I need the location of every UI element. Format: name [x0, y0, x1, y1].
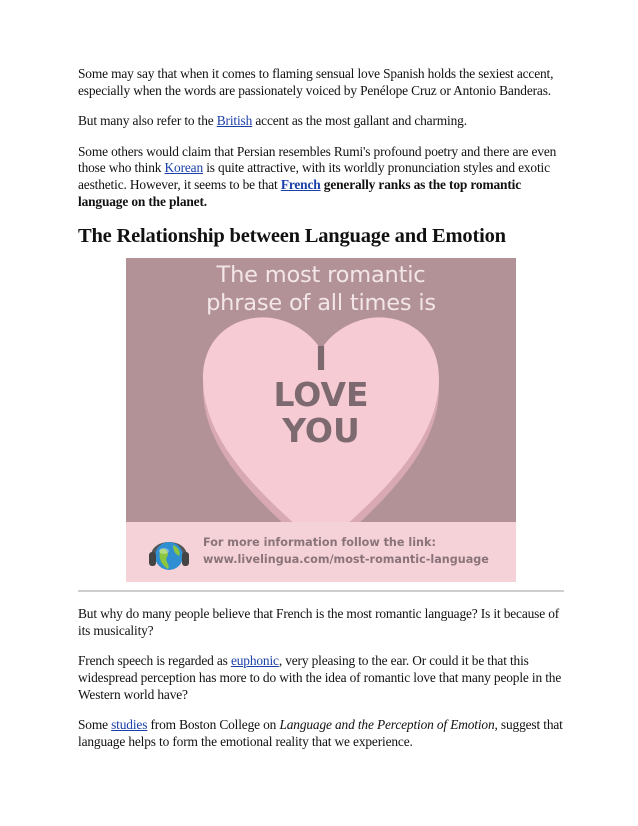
document-page: [78, 66, 564, 764]
paragraph-persian-korean-french: [78, 144, 564, 210]
text: Some: [78, 717, 112, 733]
link-french[interactable]: French: [280, 176, 321, 192]
text: French speech is regarded as: [78, 653, 231, 669]
romantic-phrase-image: [126, 258, 516, 582]
paragraph-spanish-accent: Some may say that when it comes to flaming sensual love Spanish holds the sexiest accent, especially when the words are passionately voiced by Penélope Cruz or Antonio Banderas.: [78, 66, 554, 98]
text: is quite attractive, with its worldly pronunciation styles and exotic aesthetic. However, it seems to be that: [78, 160, 550, 192]
banner-url: www.livelingua.com/most-romantic-language: [203, 553, 489, 567]
link-korean[interactable]: Korean: [164, 160, 204, 176]
study-title: Language and the Perception of Emotion: [279, 717, 495, 733]
globe-headphones-icon: [146, 530, 192, 578]
text: generally ranks as the top romantic language on the planet.: [78, 176, 521, 209]
image-headline-line1: The most romantic: [216, 262, 426, 289]
link-british[interactable]: British: [216, 113, 253, 129]
link-euphonic[interactable]: euphonic: [230, 653, 279, 669]
text: Some others would claim that Persian resembles Rumi's profound poetry and there are even those who think: [78, 143, 557, 176]
text: accent as the most gallant and charming.: [252, 113, 467, 129]
text: , very pleasing to the ear. Or could it be that this widespread perception has more to do with the idea of romantic love that many people in the Western world have?: [78, 653, 562, 702]
paragraph-why-french: But why do many people believe that French is the most romantic language? Is it because of its musicality?: [78, 606, 560, 638]
banner-text: [203, 534, 489, 568]
paragraph-euphonic: [78, 653, 564, 703]
heart-line-1: I: [314, 339, 328, 379]
heart-message: [126, 341, 516, 449]
banner-line-1: For more information follow the link:: [203, 536, 436, 550]
text: But many also refer to the: [78, 113, 217, 129]
paragraph-british-accent: [78, 113, 564, 130]
heart-line-3: YOU: [282, 411, 360, 451]
text: from Boston College on: [147, 717, 280, 733]
image-headline-line2: phrase of all times is: [206, 290, 436, 317]
link-studies[interactable]: studies: [111, 717, 148, 733]
section-heading: The Relationship between Language and Emotion: [78, 225, 506, 248]
divider: [78, 590, 564, 592]
text: , suggest that language helps to form the emotional reality that we experience.: [78, 717, 563, 749]
heart-line-2: LOVE: [273, 375, 369, 415]
paragraph-studies: [78, 717, 564, 750]
